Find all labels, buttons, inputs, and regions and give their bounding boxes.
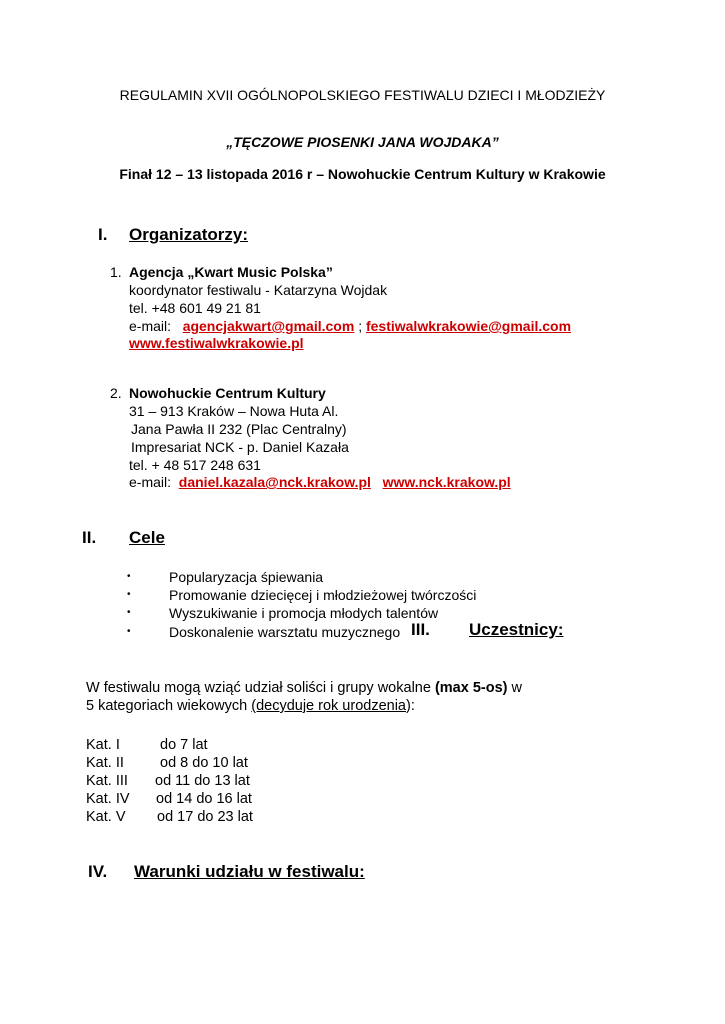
category-label: Kat. III <box>86 773 128 789</box>
organizer-2-email-link[interactable]: daniel.kazala@nck.krakow.pl <box>178 474 371 490</box>
participants-intro-text-end: w <box>511 680 522 696</box>
section-1-number: I. <box>98 225 108 244</box>
section-2-number: II. <box>82 528 97 547</box>
section-2-title: Cele <box>129 528 165 547</box>
category-range: od 11 do 13 lat <box>155 773 250 789</box>
bullet-icon: • <box>127 626 131 637</box>
organizer-2-address-2: Jana Pawła II 232 (Plac Centralny) <box>131 421 347 437</box>
category-label: Kat. I <box>86 737 120 753</box>
section-4-title: Warunki udziału w festiwalu: <box>134 862 365 881</box>
section-3-number: III. <box>411 620 430 639</box>
organizer-1-email-link-1[interactable]: agencjakwart@gmail.com <box>182 318 355 334</box>
organizer-2-name: Nowohuckie Centrum Kultury <box>129 385 326 401</box>
birth-year-note-end: ): <box>406 698 415 714</box>
participants-intro-text: W festiwalu mogą wziąć udział soliści i grupy wokalne <box>86 680 431 696</box>
organizer-2-website-link[interactable]: www.nck.krakow.pl <box>382 474 511 490</box>
category-label: Kat. V <box>86 809 126 825</box>
organizer-2-contact-person: Impresariat NCK - p. Daniel Kazała <box>131 439 349 455</box>
section-1-title: Organizatorzy: <box>129 225 249 244</box>
email-separator: ; <box>358 318 363 334</box>
organizer-1-phone: tel. +48 601 49 21 81 <box>129 300 261 316</box>
category-range: do 7 lat <box>160 737 208 753</box>
organizer-1-coordinator: koordynator festiwalu - Katarzyna Wojdak <box>129 282 388 298</box>
participants-intro-line-2 <box>86 698 415 714</box>
organizer-1-name: Agencja „Kwart Music Polska” <box>129 264 333 280</box>
final-info: Finał 12 – 13 listopada 2016 r – Nowohuckie Centrum Kultury w Krakowie <box>119 166 606 182</box>
goal-item: Promowanie dziecięcej i młodzieżowej twórczości <box>169 587 477 603</box>
goal-item: Doskonalenie warsztatu muzycznego <box>169 624 401 640</box>
organizer-1-number: 1. <box>110 264 122 280</box>
organizer-1-website-link[interactable]: www.festiwalwkrakowie.pl <box>129 335 304 351</box>
categories-count-text: 5 kategoriach wiekowych <box>86 698 248 714</box>
goal-item: Popularyzacja śpiewania <box>169 569 324 585</box>
festival-name: „TĘCZOWE PIOSENKI JANA WOJDAKA” <box>226 134 499 150</box>
email-label: e-mail: <box>129 318 172 334</box>
category-range: od 8 do 10 lat <box>160 755 248 771</box>
max-group-size: (max 5-os) <box>434 680 508 696</box>
section-4-number: IV. <box>88 862 108 881</box>
goal-item: Wyszukiwanie i promocja młodych talentów <box>169 605 439 621</box>
organizer-2-phone: tel. + 48 517 248 631 <box>129 457 261 473</box>
category-label: Kat. II <box>86 755 124 771</box>
category-range: od 14 do 16 lat <box>156 791 252 807</box>
bullet-icon: • <box>127 607 131 618</box>
organizer-1-email-link-2[interactable]: festiwalwkrakowie@gmail.com <box>365 318 572 334</box>
organizer-2-number: 2. <box>110 385 122 401</box>
email-label: e-mail: <box>129 474 172 490</box>
category-label: Kat. IV <box>86 791 130 807</box>
section-3-title: Uczestnicy: <box>469 620 564 639</box>
organizer-2-email-row <box>129 473 511 491</box>
participants-intro-line-1 <box>86 680 522 696</box>
organizer-1-email-row <box>129 317 571 335</box>
bullet-icon: • <box>127 571 131 582</box>
bullet-icon: • <box>127 589 131 600</box>
category-range: od 17 do 23 lat <box>157 809 253 825</box>
birth-year-note: (decyduje rok urodzenia <box>251 698 406 714</box>
organizer-2-address-1: 31 – 913 Kraków – Nowa Huta Al. <box>129 403 339 419</box>
document-title: REGULAMIN XVII OGÓLNOPOLSKIEGO FESTIWALU DZIECI I MŁODZIEŻY <box>119 87 606 103</box>
